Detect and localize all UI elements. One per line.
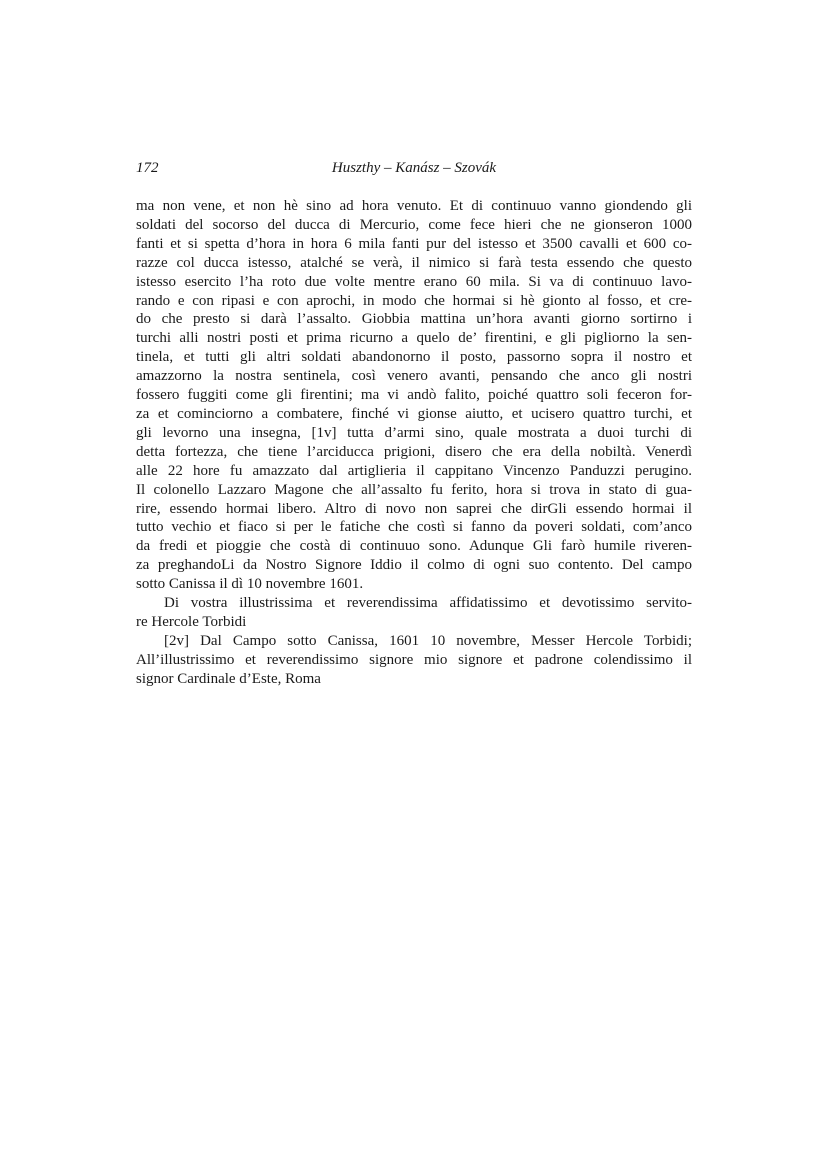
text-line: All’illustrissimo et reverendissimo signore mio signore et padrone colendissimo il [136,651,692,668]
paragraph [136,632,692,689]
text-line: sotto Canissa il dì 10 novembre 1601. [136,576,364,593]
text-line: Di vostra illustrissima et reverendissima affidatissimo et devotissimo servito- [164,595,692,612]
text-line: da fredi et pioggie che costà di continuuo sono. Adunque Gli farò humile riveren- [136,538,692,555]
text-line: amazzorno la nostra sentinela, così venero avanti, pensando che anco gli nostri [136,368,692,385]
text-line: gli levorno una insegna, [1v] tutta d’armi sino, quale mostrata a duoi turchi di [136,424,692,441]
text-line: ma non vene, et non hè sino ad hora venuto. Et di continuuo vanno giondendo gli [136,198,692,214]
paragraph [136,197,692,594]
text-line: detta fortezza, che tiene l’arciducca prigioni, disero che era della nobiltà. Venerdì [136,443,692,460]
text-line: istesso esercito l’ha roto due volte mentre erano 60 mila. Si va di continuuo lavo- [136,273,692,290]
text-line: razze col ducca istesso, atalché se verà, il nimico si farà testa essendo che questo [136,254,692,271]
running-head-authors: Huszthy – Kanász – Szovák [331,160,497,176]
text-line: do che presto si darà l’assalto. Giobbia mattina un’hora avanti giorno sortirno i [136,311,692,328]
page-number: 172 [136,160,159,176]
text-line: Il colonello Lazzaro Magone che all’assalto fu ferito, hora si trova in stato di gua- [136,481,692,498]
text-line: fanti et si spetta d’hora in hora 6 mila fanti pur del istesso et 3500 cavalli et 600 co- [136,235,692,252]
text-line: tutto vechio et fiaco si per le fatiche che costì si fanno da poveri soldati, com’anco [136,519,692,536]
text-line: alle 22 hore fu amazzato dal artiglieria il cappitano Vincenzo Panduzzi perugino. [136,462,692,479]
text-line: tinela, et tutti gli altri soldati abandonorno il posto, passorno sopra il nostro et [136,349,692,366]
text-line: re Hercole Torbidi [136,613,247,630]
body-text [136,197,692,689]
text-line: za preghandoLi da Nostro Signore Iddio il colmo di ogni suo contento. Del campo [136,557,692,574]
running-head [136,160,692,180]
text-line: rando e con ripasi e con aprochi, in modo che hormai si hè gionto al fosso, et cre- [136,292,692,309]
text-line: signor Cardinale d’Este, Roma [136,670,321,687]
text-line: soldati del socorso del ducca di Mercurio, come fece hieri che ne gionseron 1000 [136,216,692,233]
text-line: rire, essendo hormai libero. Altro di novo non saprei che dirGli essendo hormai il [136,500,692,517]
text-line: [2v] Dal Campo sotto Canissa, 1601 10 novembre, Messer Hercole Torbidi; [164,632,692,649]
text-line: fossero fuggiti come gli firentini; ma vi andò falito, poiché quattro soli feceron for- [136,387,692,404]
text-line: za et cominciorno a combatere, finché vi gionse aiutto, et ucisero quattro turchi, et [136,405,692,422]
text-line: turchi alli nostri posti et prima ricurno a quelo de’ firentini, e gli pigliorno la sen- [136,330,692,347]
paragraph [136,594,692,632]
